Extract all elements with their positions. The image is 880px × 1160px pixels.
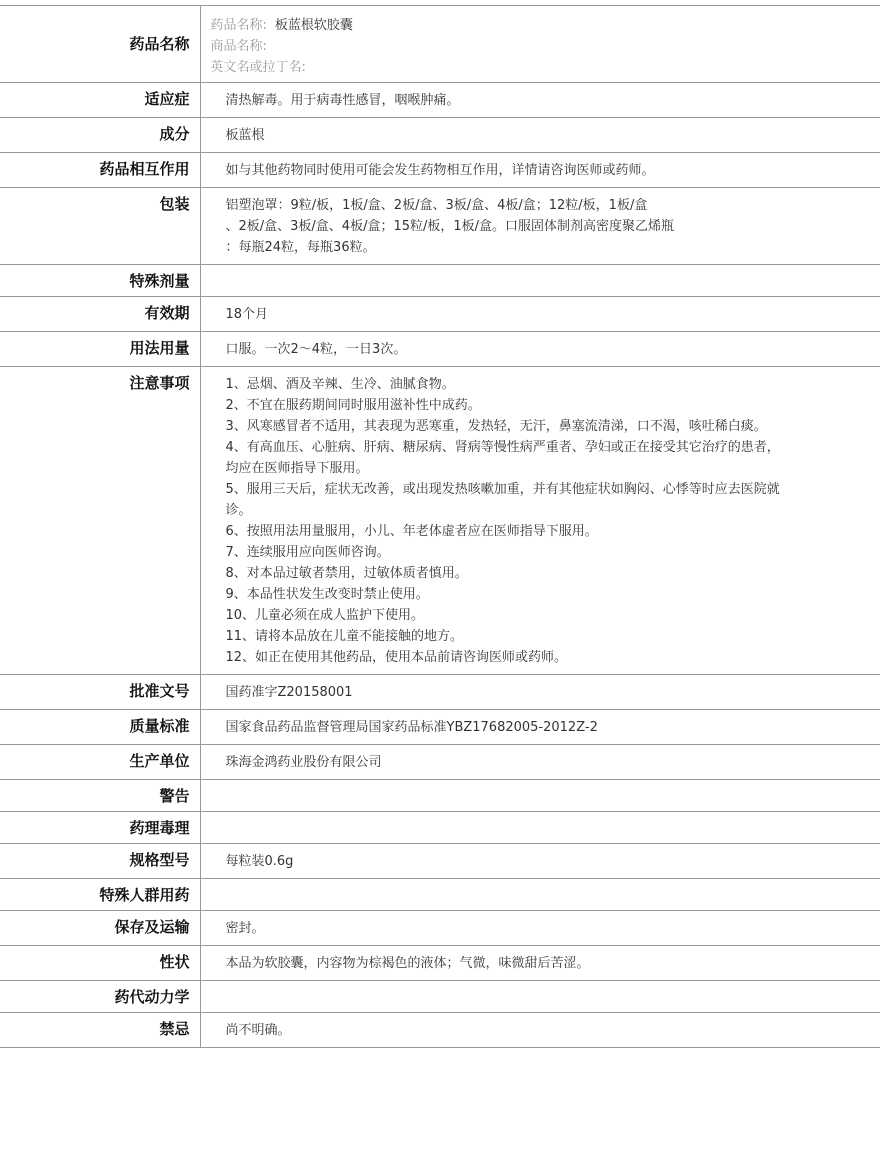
row-standard <box>0 710 880 745</box>
value-drug-name <box>200 6 880 83</box>
row-toxicology <box>0 812 880 844</box>
value-usage: 口服。一次2～4粒，一日3次。 <box>200 332 880 367</box>
value-storage: 密封。 <box>200 911 880 946</box>
label-spec: 规格型号 <box>0 844 200 879</box>
precaution-item: 8、对本品过敏者禁用，过敏体质者慎用。 <box>225 566 468 581</box>
latin-name-line <box>211 57 861 78</box>
label-special-dose: 特殊剂量 <box>0 265 200 297</box>
precaution-item: 12、如正在使用其他药品，使用本品前请咨询医师或药师。 <box>225 650 568 665</box>
value-contraindications: 尚不明确。 <box>200 1013 880 1048</box>
row-manufacturer <box>0 745 880 780</box>
value-appearance: 本品为软胶囊，内容物为棕褐色的液体；气微，味微甜后苦涩。 <box>200 946 880 981</box>
label-pharmacokinetics: 药代动力学 <box>0 981 200 1013</box>
row-precautions <box>0 367 880 675</box>
row-special-dose <box>0 265 880 297</box>
label-drug-name: 药品名称 <box>0 6 200 83</box>
row-packaging <box>0 188 880 265</box>
value-approval: 国药准字Z20158001 <box>200 675 880 710</box>
value-standard: 国家食品药品监督管理局国家药品标准YBZ17682005-2012Z-2 <box>200 710 880 745</box>
value-toxicology <box>200 812 880 844</box>
row-pharmacokinetics <box>0 981 880 1013</box>
row-spec <box>0 844 880 879</box>
precaution-item: 4、有高血压、心脏病、肝病、糖尿病、肾病等慢性病严重者、孕妇或正在接受其它治疗的患者，均应在医师指导下服用。 <box>225 440 780 476</box>
row-usage <box>0 332 880 367</box>
value-pharmacokinetics <box>200 981 880 1013</box>
generic-name-value: 板蓝根软胶囊 <box>274 18 353 33</box>
label-standard: 质量标准 <box>0 710 200 745</box>
value-indication: 清热解毒。用于病毒性感冒，咽喉肿痛。 <box>200 83 880 118</box>
precaution-item: 9、本品性状发生改变时禁止使用。 <box>225 587 429 602</box>
drug-spec-table <box>0 5 880 1048</box>
packaging-line: 、2板/盒、3板/盒、4板/盒；15粒/板，1板/盒。口服固体制剂高密度聚乙烯瓶 <box>225 219 675 234</box>
value-special-groups <box>200 879 880 911</box>
value-validity: 18个月 <box>200 297 880 332</box>
row-warning <box>0 780 880 812</box>
label-indication: 适应症 <box>0 83 200 118</box>
row-ingredients <box>0 118 880 153</box>
value-interaction: 如与其他药物同时使用可能会发生药物相互作用，详情请咨询医师或药师。 <box>200 153 880 188</box>
precaution-item: 7、连续服用应向医师咨询。 <box>225 545 390 560</box>
trade-name-line <box>211 36 861 57</box>
precaution-item: 5、服用三天后，症状无改善，或出现发热咳嗽加重，并有其他症状如胸闷、心悸等时应去医院就诊。 <box>225 482 780 518</box>
label-special-groups: 特殊人群用药 <box>0 879 200 911</box>
label-interaction: 药品相互作用 <box>0 153 200 188</box>
label-warning: 警告 <box>0 780 200 812</box>
label-contraindications: 禁忌 <box>0 1013 200 1048</box>
label-packaging: 包装 <box>0 188 200 265</box>
value-ingredients: 板蓝根 <box>200 118 880 153</box>
row-storage <box>0 911 880 946</box>
row-interaction <box>0 153 880 188</box>
label-ingredients: 成分 <box>0 118 200 153</box>
label-precautions: 注意事项 <box>0 367 200 675</box>
value-manufacturer: 珠海金鸿药业股份有限公司 <box>200 745 880 780</box>
packaging-line: 铝塑泡罩：9粒/板，1板/盒、2板/盒、3板/盒、4板/盒；12粒/板，1板/盒 <box>225 198 648 213</box>
precaution-item: 3、风寒感冒者不适用，其表现为恶寒重，发热轻，无汗，鼻塞流清涕，口不渴，咳吐稀白痰。 <box>225 419 767 434</box>
value-spec: 每粒装0.6g <box>200 844 880 879</box>
value-special-dose <box>200 265 880 297</box>
packaging-line: ：每瓶24粒，每瓶36粒。 <box>225 240 376 255</box>
row-special-groups <box>0 879 880 911</box>
label-toxicology: 药理毒理 <box>0 812 200 844</box>
row-validity <box>0 297 880 332</box>
generic-name-line <box>211 15 861 36</box>
row-contraindications <box>0 1013 880 1048</box>
label-validity: 有效期 <box>0 297 200 332</box>
trade-name-key: 商品名称: <box>210 39 267 54</box>
label-approval: 批准文号 <box>0 675 200 710</box>
label-manufacturer: 生产单位 <box>0 745 200 780</box>
precaution-item: 11、请将本品放在儿童不能接触的地方。 <box>225 629 464 644</box>
latin-name-key: 英文名或拉丁名: <box>210 60 306 75</box>
generic-name-key: 药品名称: <box>210 18 267 33</box>
row-approval <box>0 675 880 710</box>
value-packaging <box>200 188 880 265</box>
row-appearance <box>0 946 880 981</box>
value-warning <box>200 780 880 812</box>
precaution-item: 1、忌烟、酒及辛辣、生冷、油腻食物。 <box>225 377 455 392</box>
precaution-item: 2、不宜在服药期间同时服用滋补性中成药。 <box>225 398 481 413</box>
label-appearance: 性状 <box>0 946 200 981</box>
label-usage: 用法用量 <box>0 332 200 367</box>
precaution-item: 10、儿童必须在成人监护下使用。 <box>225 608 425 623</box>
row-drug-name <box>0 6 880 83</box>
label-storage: 保存及运输 <box>0 911 200 946</box>
precaution-item: 6、按照用法用量服用，小儿、年老体虚者应在医师指导下服用。 <box>225 524 598 539</box>
row-indication <box>0 83 880 118</box>
value-precautions <box>200 367 880 675</box>
